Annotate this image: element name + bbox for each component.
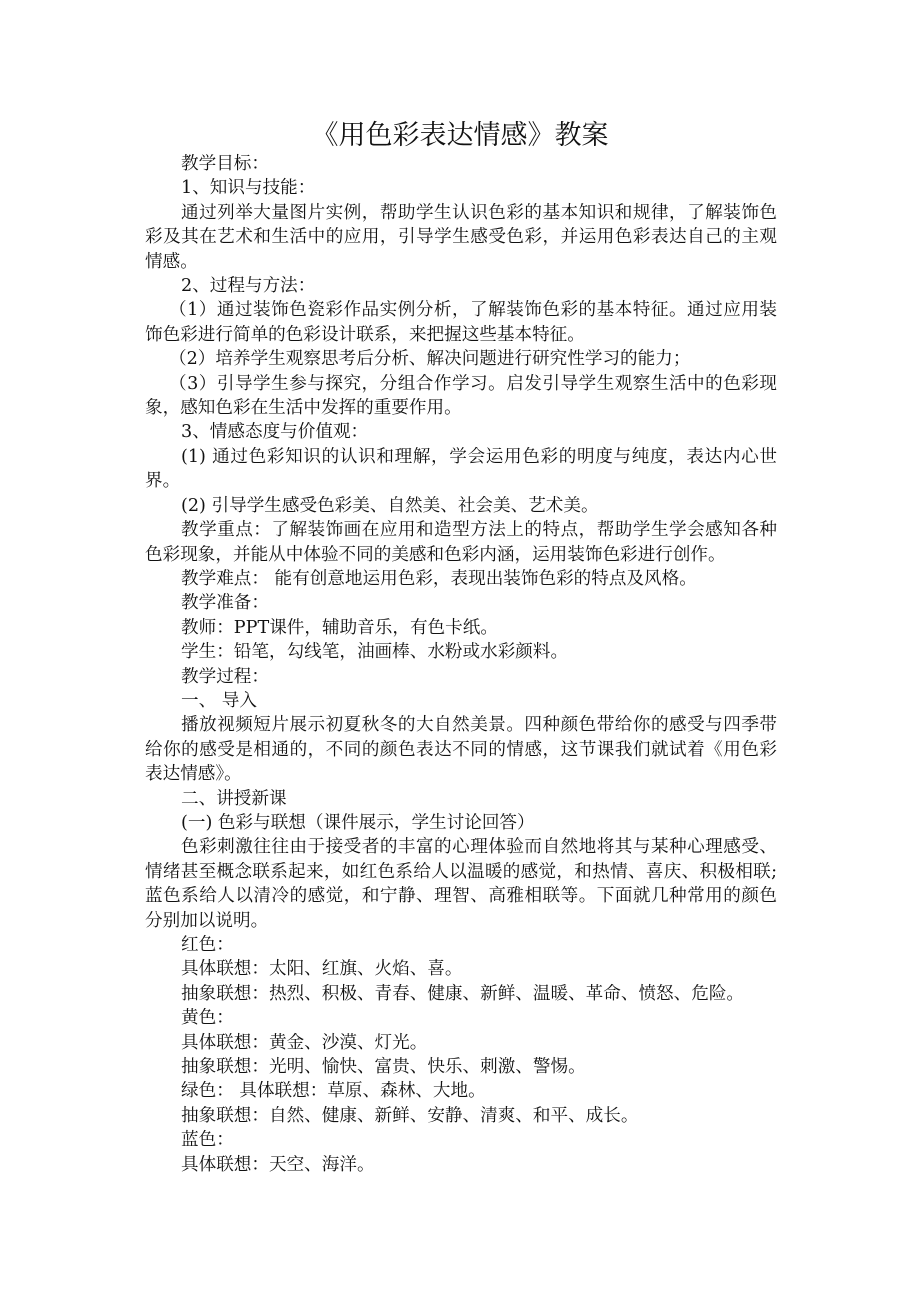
paragraph: 教师：PPT课件，辅助音乐，有色卡纸。 xyxy=(181,617,498,638)
paragraph: 抽象联想：光明、愉快、富贵、快乐、刺激、警惕。 xyxy=(181,1057,586,1078)
paragraph: (一) 色彩与联想（课件展示，学生讨论回答） xyxy=(181,812,535,833)
paragraph: 绿色： 具体联想：草原、森林、大地。 xyxy=(181,1081,486,1102)
paragraph: 学生：铅笔，勾线笔，油画棒、水粉或水彩颜料。 xyxy=(181,642,569,663)
paragraph: 教学过程： xyxy=(181,666,269,687)
paragraph: 2、过程与方法： xyxy=(181,276,316,297)
paragraph: （2）培养学生观察思考后分析、解决问题进行研究性学习的能力； xyxy=(169,349,691,370)
paragraph: 3、情感态度与价值观： xyxy=(181,422,369,443)
paragraph: 蓝色： xyxy=(181,1130,234,1151)
paragraph: 教学难点： 能有创意地运用色彩，表现出装饰色彩的特点及风格。 xyxy=(181,568,697,589)
paragraph: (1) 通过色彩知识的认识和理解，学会运用色彩的明度与纯度，表达内心世界。 xyxy=(145,446,777,492)
paragraph: 通过列举大量图片实例，帮助学生认识色彩的基本知识和规律，了解装饰色彩及其在艺术和生活中的应用，引导学生感受色彩，并运用色彩表达自己的主观情感。 xyxy=(145,202,777,272)
paragraph: 具体联想：天空、海洋。 xyxy=(181,1154,375,1175)
paragraph: （3）引导学生参与探究，分组合作学习。启发引导学生观察生活中的色彩现象，感知色彩在生活中发挥的重要作用。 xyxy=(145,373,777,419)
paragraph: 具体联想：黄金、沙漠、灯光。 xyxy=(181,1032,428,1053)
paragraph: 二、讲授新课 xyxy=(181,788,287,809)
paragraph: 色彩刺激往往由于接受者的丰富的心理体验而自然地将其与某种心理感受、情绪甚至概念联系起来，如红色系给人以温暖的感觉，和热情、喜庆、积极相联;蓝色系给人以清冷的感觉，和宁静、理智、高雅相联等。下面就几种常用的颜色分别加以说明。 xyxy=(145,837,777,931)
paragraph: （1）通过装饰色瓷彩作品实例分析，了解装饰色彩的基本特征。通过应用装饰色彩进行简单的色彩设计联系，来把握这些基本特征。 xyxy=(145,300,777,345)
document-title: 《用色彩表达情感》教案 xyxy=(311,120,609,151)
paragraph: 抽象联想：热烈、积极、青春、健康、新鲜、温暖、革命、愤怒、危险。 xyxy=(181,983,745,1004)
paragraph: 红色： xyxy=(181,935,234,955)
document-body xyxy=(145,152,777,1177)
paragraph: 教学目标： xyxy=(181,154,269,174)
paragraph: 播放视频短片展示初夏秋冬的大自然美景。四种颜色带给你的感受与四季带给你的感受是相通的，不同的颜色表达不同的情感，这节课我们就试着《用色彩表达情感》。 xyxy=(145,715,777,785)
paragraph: 教学重点：了解装饰画在应用和造型方法上的特点，帮助学生学会感知各种色彩现象，并能从中体验不同的美感和色彩内涵，运用装饰色彩进行创作。 xyxy=(145,520,777,565)
paragraph: 黄色： xyxy=(181,1008,234,1029)
paragraph: 教学准备： xyxy=(181,593,269,614)
paragraph: 抽象联想：自然、健康、新鲜、安静、清爽、和平、成长。 xyxy=(181,1105,639,1126)
paragraph: 1、知识与技能： xyxy=(181,178,316,199)
paragraph: 具体联想：太阳、红旗、火焰、喜。 xyxy=(181,959,463,980)
paragraph: (2) 引导学生感受色彩美、自然美、社会美、艺术美。 xyxy=(181,495,599,516)
paragraph: 一、 导入 xyxy=(181,690,257,711)
